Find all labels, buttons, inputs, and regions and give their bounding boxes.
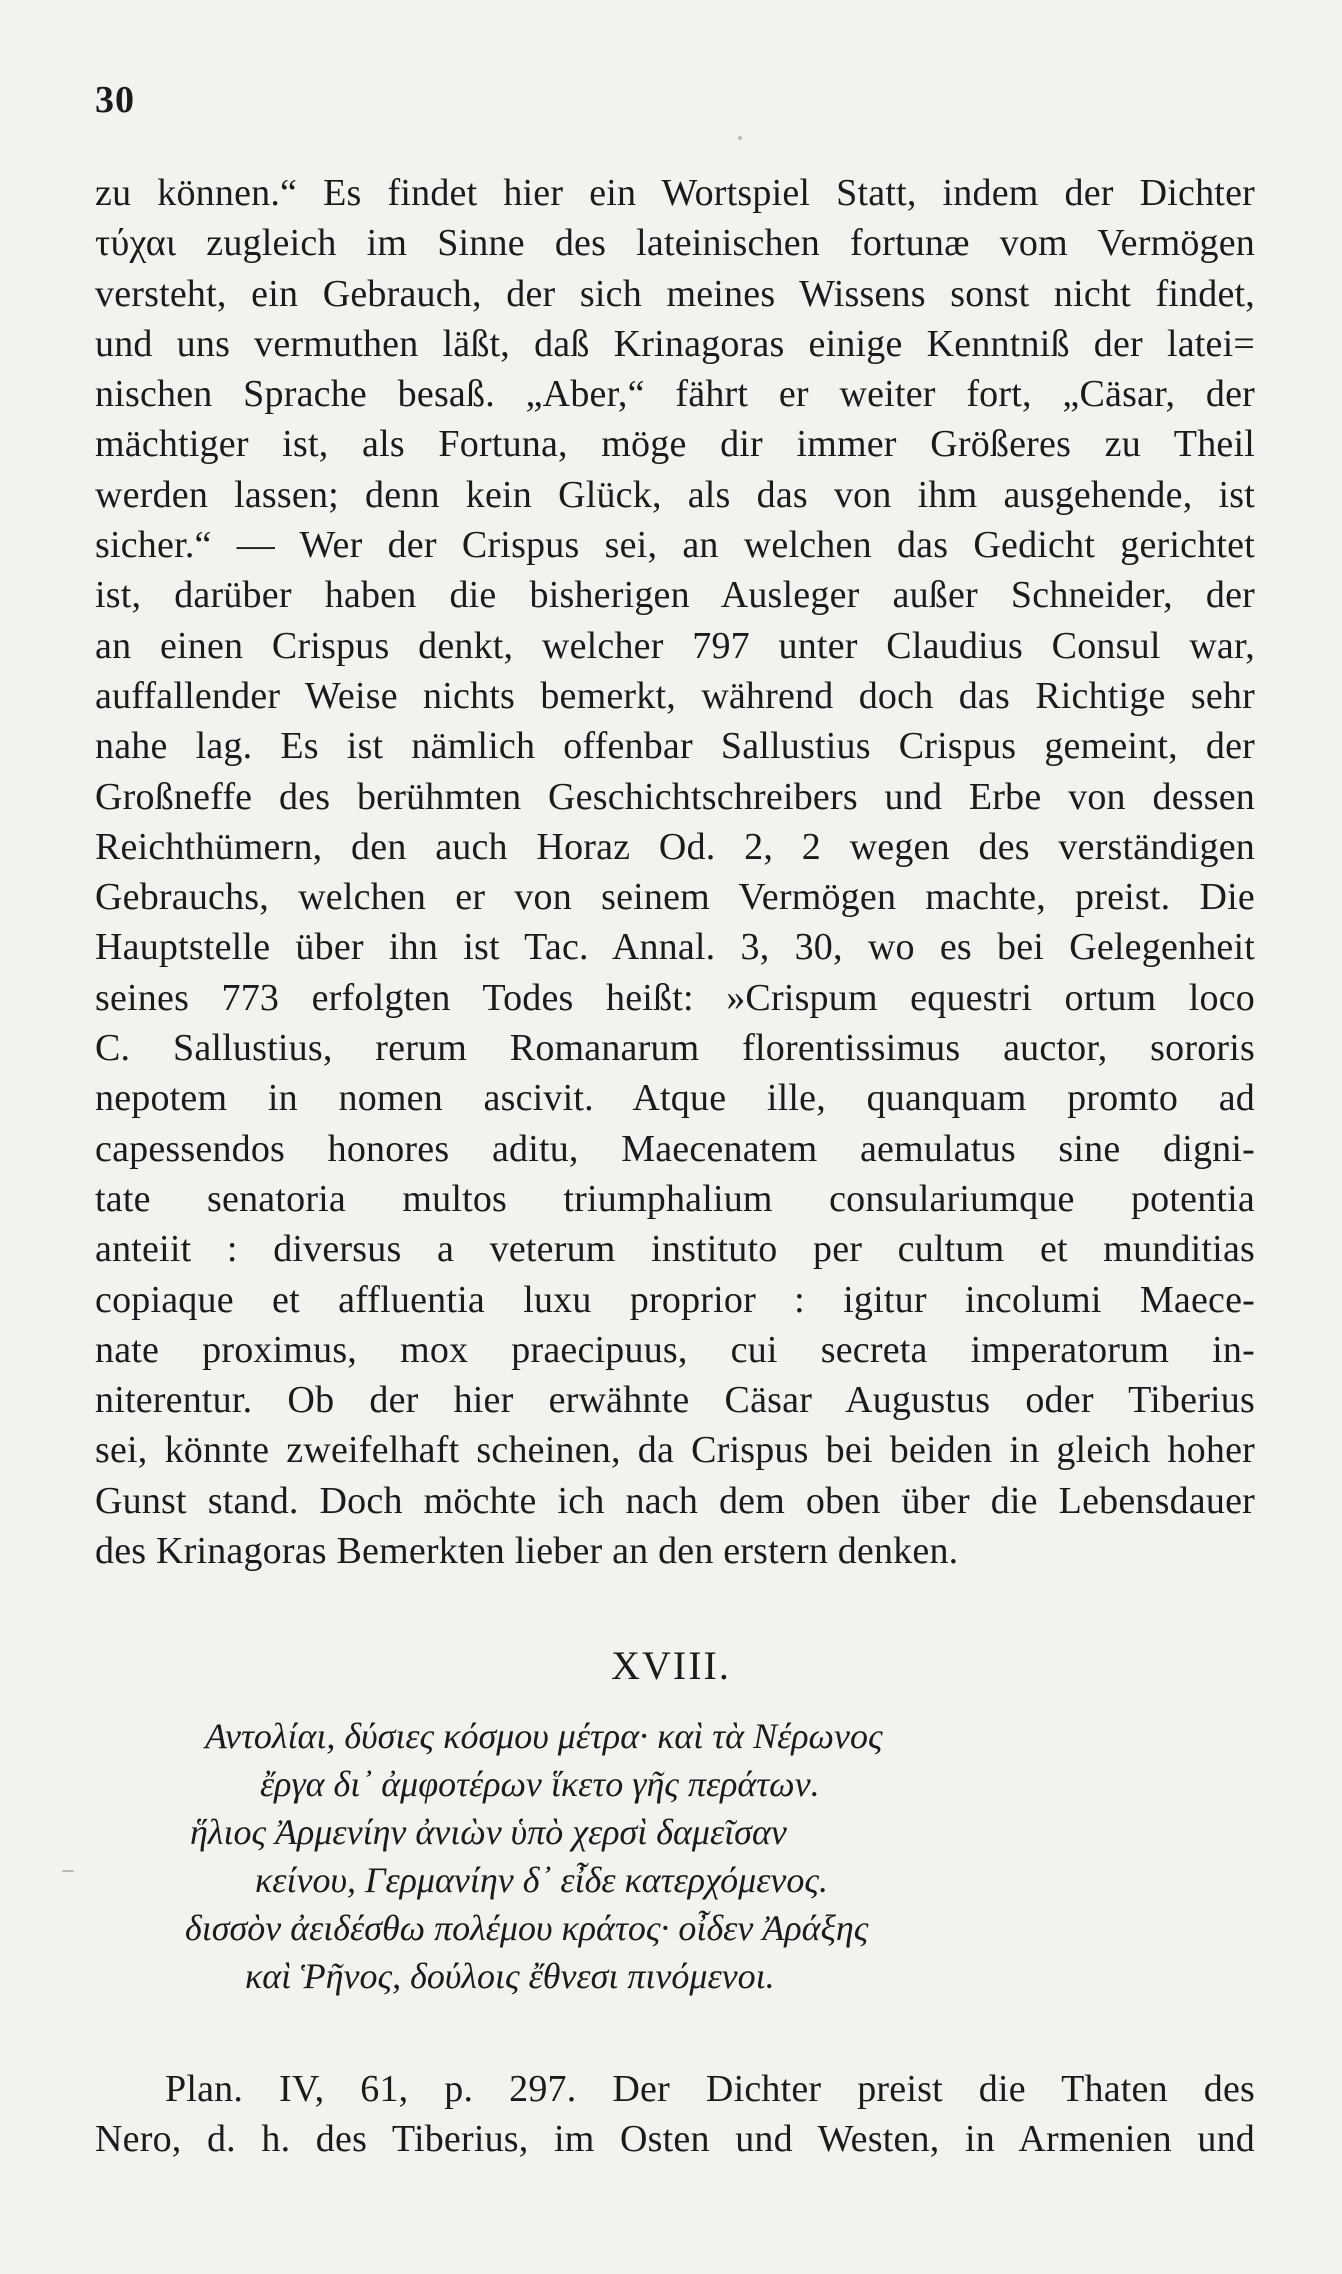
text-line: nahe lag. Es ist nämlich offenbar Sallustius Crispus gemeint, der: [95, 725, 1255, 768]
main-paragraph: [95, 168, 1255, 1576]
text-line: Plan. IV, 61, p. 297. Der Dichter preist die Thaten des: [165, 2068, 1255, 2110]
text-line: Gunst stand. Doch möchte ich nach dem oben über die Lebensdauer: [95, 1479, 1255, 1522]
text-line: an einen Crispus denkt, welcher 797 unter Claudius Consul war,: [95, 624, 1255, 667]
verse-line: ἔργα δι᾽ ἀμφοτέρων ἵκετο γῆς περάτων.: [260, 1764, 820, 1804]
text-line: und uns vermuthen läßt, daß Krinagoras einige Kenntniß der latei=: [95, 322, 1255, 365]
verse-line: δισσὸν ἀειδέσθω πολέμου κράτος· οἶδεν Ἀράξης: [185, 1908, 869, 1948]
text-line: Reichthümern, den auch Horaz Od. 2, 2 wegen des verständigen: [95, 825, 1255, 868]
paper-speck: [62, 1870, 74, 1872]
text-line: tate senatoria multos triumphalium consulariumque potentia: [95, 1177, 1255, 1220]
verse-line: Αντολίαι, δύσιες κόσμου μέτρα· καὶ τὰ Νέρωνος: [205, 1716, 883, 1756]
text-line: Gebrauchs, welchen er von seinem Vermögen machte, preist. Die: [95, 876, 1255, 919]
verse-line: καὶ Ῥῆνος, δούλοις ἔθνεσι πινόμενοι.: [245, 1956, 775, 1996]
verse-line: κείνου, Γερμανίην δ᾽ εἶδε κατερχόμενος.: [255, 1860, 828, 1900]
paper-speck: [738, 136, 742, 140]
text-line: niterentur. Ob der hier erwähnte Cäsar Augustus oder Tiberius: [95, 1379, 1255, 1422]
text-line: nate proximus, mox praecipuus, cui secreta imperatorum in-: [95, 1328, 1255, 1371]
text-line: werden lassen; denn kein Glück, als das von ihm ausgehende, ist: [95, 473, 1255, 516]
page-number: 30: [95, 79, 135, 121]
text-line: Großneffe des berühmten Geschichtschreibers und Erbe von dessen: [95, 775, 1255, 818]
text-line: anteiit : diversus a veterum instituto per cultum et munditias: [95, 1228, 1255, 1271]
text-line: versteht, ein Gebrauch, der sich meines Wissens sonst nicht findet,: [95, 272, 1255, 315]
section-heading: XVIII.: [611, 1643, 731, 1688]
text-line: Nero, d. h. des Tiberius, im Osten und Westen, in Armenien und: [95, 2118, 1255, 2161]
text-line: sei, könnte zweifelhaft scheinen, da Crispus bei beiden in gleich hoher: [95, 1429, 1255, 1472]
commentary-paragraph: [95, 2064, 1255, 2165]
text-line: nepotem in nomen ascivit. Atque ille, quanquam promto ad: [95, 1077, 1255, 1120]
text-line: capessendos honores aditu, Maecenatem aemulatus sine digni-: [95, 1127, 1255, 1170]
text-line: ist, darüber haben die bisherigen Ausleger außer Schneider, der: [95, 574, 1255, 617]
text-line: des Krinagoras Bemerkten lieber an den erstern denken.: [95, 1530, 959, 1573]
verse-line: ἥλιος Ἀρμενίην ἀνιὼν ὑπὸ χερσὶ δαμεῖσαν: [190, 1812, 787, 1852]
text-line: C. Sallustius, rerum Romanarum florentissimus auctor, sororis: [95, 1027, 1255, 1070]
text-line: seines 773 erfolgten Todes heißt: »Crispum equestri ortum loco: [95, 976, 1255, 1019]
text-line: zu können.“ Es findet hier ein Wortspiel Statt, indem der Dichter: [95, 172, 1255, 214]
text-line: Hauptstelle über ihn ist Tac. Annal. 3, 30, wo es bei Gelegenheit: [95, 926, 1255, 969]
text-line: mächtiger ist, als Fortuna, möge dir immer Größeres zu Theil: [95, 423, 1255, 466]
greek-poem: [0, 1712, 1342, 2000]
text-line: τύχαι zugleich im Sinne des lateinischen fortunæ vom Vermögen: [95, 222, 1255, 265]
text-line: nischen Sprache besaß. „Aber,“ fährt er weiter fort, „Cäsar, der: [95, 373, 1255, 416]
text-line: auffallender Weise nichts bemerkt, während doch das Richtige sehr: [95, 674, 1255, 717]
text-line: sicher.“ — Wer der Crispus sei, an welchen das Gedicht gerichtet: [95, 524, 1255, 567]
text-line: copiaque et affluentia luxu proprior : igitur incolumi Maece-: [95, 1278, 1255, 1321]
